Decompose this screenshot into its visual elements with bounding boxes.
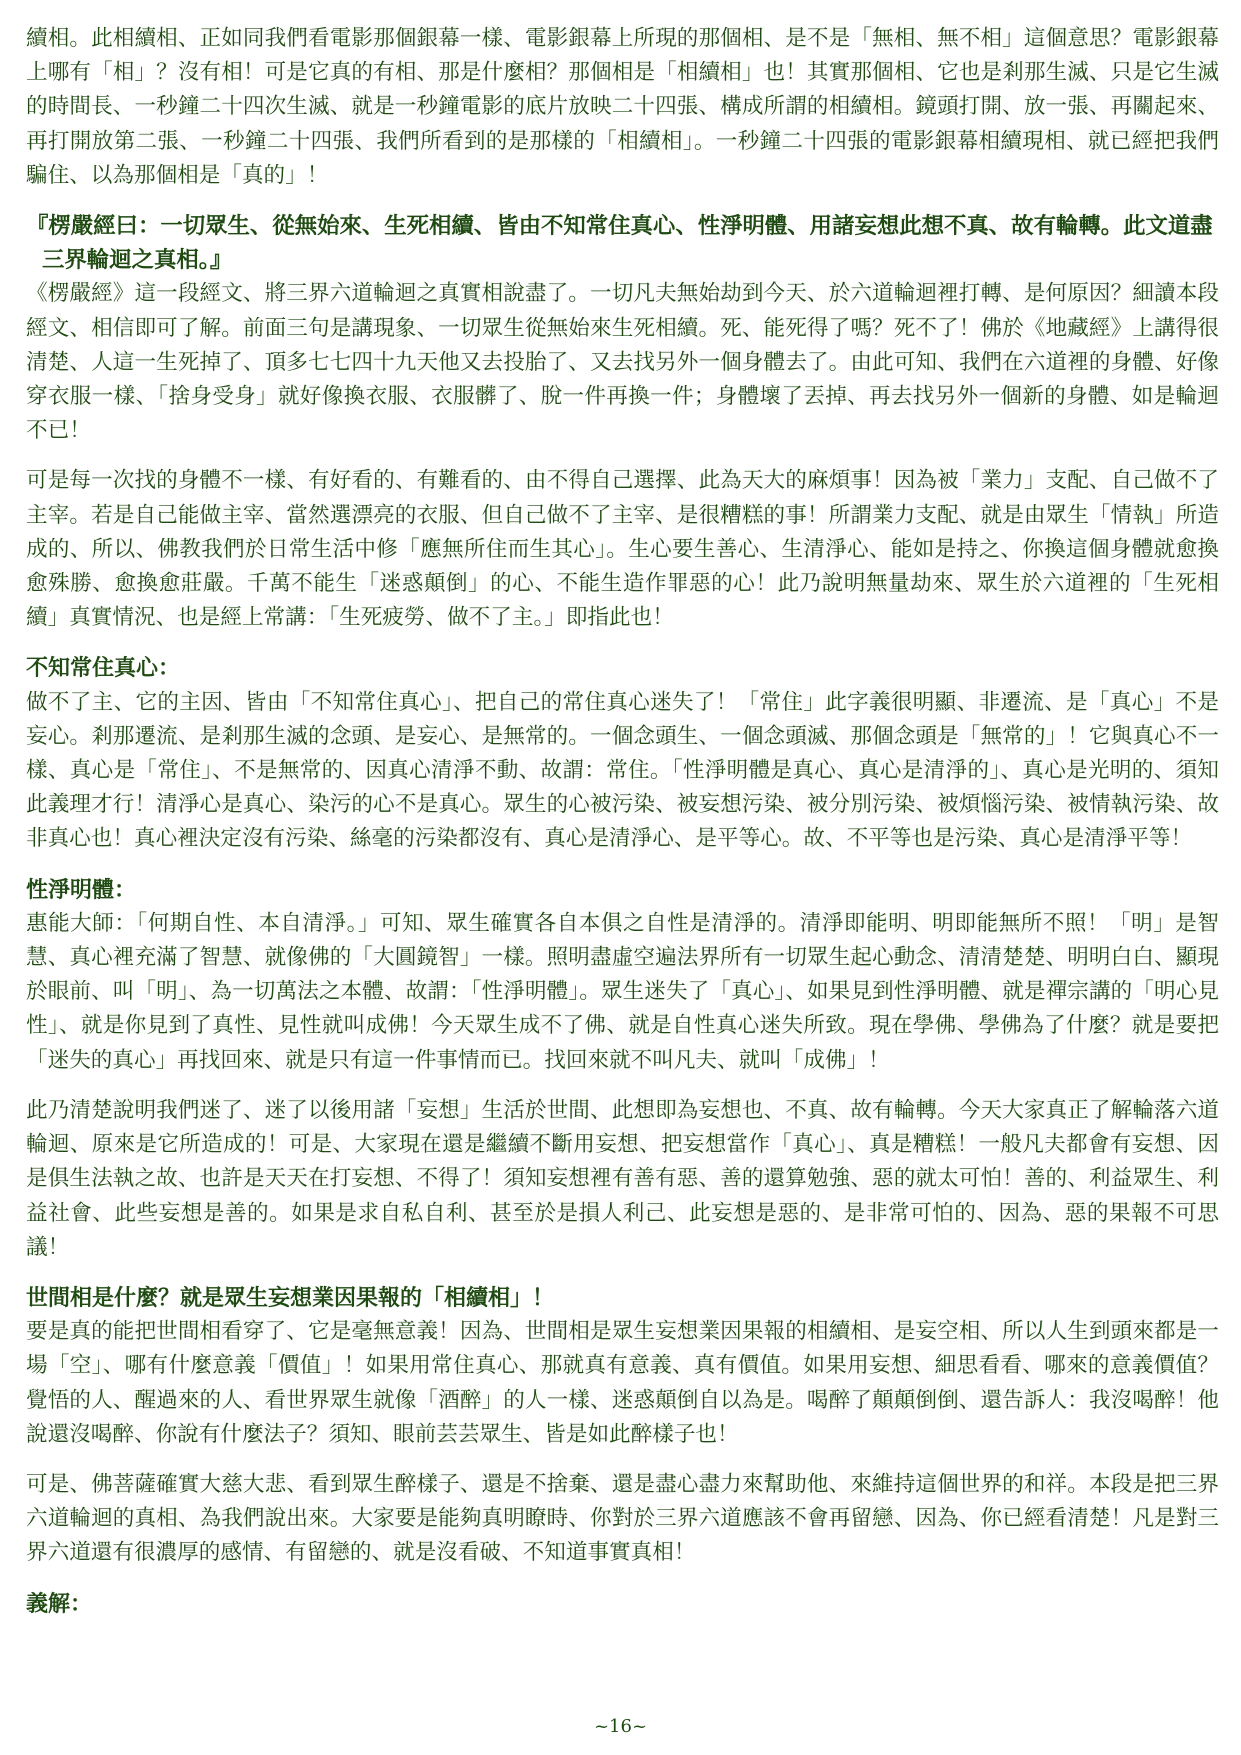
paragraph-compassion: 可是、佛菩薩確實大慈大悲、看到眾生醉樣子、還是不捨棄、還是盡心盡力來幫助他、來維持這個世界的和祥。本段是把三界六道輪迴的真相、為我們說出來。大家要是能夠真明瞭時、你對於三界六道應該不會再留戀、因為、你已經看清楚！凡是對三界六道還有很濃厚的感情、有留戀的、就是沒看破、不知道事實真相！: [26, 1471, 1219, 1566]
heading-true-mind: 不知常住真心：: [26, 655, 181, 682]
page-number: ~16~: [593, 1716, 648, 1737]
heading-meaning: 義解：: [26, 1590, 93, 1617]
paragraph-movie-analogy: 續相。此相續相、正如同我們看電影那個銀幕一樣、電影銀幕上所現的那個相、是不是「無相、無不相」這個意思？電影銀幕上哪有「相」？沒有相！可是它真的有相、那是什麼相？那個相是「相續相」也！其實那個相、它也是剎那生滅、只是它生滅的時間長、一秒鐘二十四次生滅、就是一秒鐘電影的底片放映二十四張、構成所謂的相續相。鏡頭打開、放一張、再關起來、再打開放第二張、一秒鐘二十四張、我們所看到的是那樣的「相續相」。一秒鐘二十四張的電影銀幕相續現相、就已經把我們騙住、以為那個相是「真的」！: [26, 26, 1219, 188]
paragraph-delusion: 此乃清楚說明我們迷了、迷了以後用諸「妄想」生活於世間、此想即為妄想也、不真、故有輪轉。今天大家真正了解輪落六道輪迴、原來是它所造成的！可是、大家現在還是繼續不斷用妄想、把妄想當作「真心」、真是糟糕！一般凡夫都會有妄想、因是俱生法執之故、也許是天天在打妄想、不得了！須知妄想裡有善有惡、善的還算勉強、惡的就太可怕！善的、利益眾生、利益社會、此些妄想是善的。如果是求自私自利、甚至於是損人利己、此妄想是惡的、是非常可怕的、因為、惡的果報不可思議！: [26, 1097, 1219, 1260]
paragraph-pure-nature: 惠能大師：「何期自性、本自清淨。」可知、眾生確實各自本俱之自性是清淨的。清淨即能明、明即能無所不照！「明」是智慧、真心裡充滿了智慧、就像佛的「大圓鏡智」一樣。照明盡虛空遍法界所有一切眾生起心動念、清清楚楚、明明白白、顯現於眼前、叫「明」、為一切萬法之本體、故謂：「性淨明體」。眾生迷失了「真心」、如果見到性淨明體、就是禪宗講的「明心見性」、就是你見到了真性、見性就叫成佛！今天眾生成不了佛、就是自性真心迷失所致。現在學佛、學佛為了什麼？就是要把「迷失的真心」再找回來、就是只有這一件事情而已。找回來就不叫凡夫、就叫「成佛」！: [26, 910, 1219, 1073]
sutra-quote: 『楞嚴經曰：一切眾生、從無始來、生死相續、皆由不知常住真心、性淨明體、用諸妄想此想不真、故有輪轉。此文道盡三界輪迴之真相。』: [26, 213, 1213, 274]
heading-worldly-appearance: 世間相是什麼？就是眾生妄想業因果報的「相續相」！: [26, 1284, 555, 1311]
paragraph-karma: 可是每一次找的身體不一樣、有好看的、有難看的、由不得自己選擇、此為天大的麻煩事！因為被「業力」支配、自己做不了主宰。若是自己能做主宰、當然選漂亮的衣服、但自己做不了主宰、是很糟糕的事！所謂業力支配、就是由眾生「情執」所造成的、所以、佛教我們於日常生活中修「應無所住而生其心」。生心要生善心、生清淨心、能如是持之、你換這個身體就愈換愈殊勝、愈換愈莊嚴。千萬不能生「迷惑顛倒」的心、不能生造作罪惡的心！此乃說明無量劫來、眾生於六道裡的「生死相續」真實情況、也是經上常講：「生死疲勞、做不了主。」即指此也！: [26, 468, 1219, 631]
heading-pure-nature: 性淨明體：: [26, 876, 137, 903]
paragraph-true-mind: 做不了主、它的主因、皆由「不知常住真心」、把自己的常住真心迷失了！「常住」此字義很明顯、非遷流、是「真心」不是妄心。剎那遷流、是剎那生滅的念頭、是妄心、是無常的。一個念頭生、一個念頭滅、那個念頭是「無常的」！它與真心不一樣、真心是「常住」、不是無常的、因真心清淨不動、故謂：常住。「性淨明體是真心、真心是清淨的」、真心是光明的、須知此義理才行！清淨心是真心、染污的心不是真心。眾生的心被污染、被妄想污染、被分別污染、被煩惱污染、被情執污染、故非真心也！真心裡決定沒有污染、絲毫的污染都沒有、真心是清淨心、是平等心。故、不平等也是污染、真心是清淨平等！: [26, 689, 1219, 852]
paragraph-worldly-appearance: 要是真的能把世間相看穿了、它是毫無意義！因為、世間相是眾生妄想業因果報的相續相、是妄空相、所以人生到頭來都是一場「空」、哪有什麼意義「價值」！如果用常住真心、那就真有意義、真有價值。如果用妄想、細思看看、哪來的意義價值？覺悟的人、醒過來的人、看世界眾生就像「酒醉」的人一樣、迷惑顛倒自以為是。喝醉了顛顛倒倒、還告訴人：我沒喝醉！他說還沒喝醉、你說有什麼法子？須知、眼前芸芸眾生、皆是如此醉樣子也！: [26, 1319, 1219, 1447]
paragraph-sutra-explanation: 《楞嚴經》這一段經文、將三界六道輪迴之真實相說盡了。一切凡夫無始劫到今天、於六道輪迴裡打轉、是何原因？細讀本段經文、相信即可了解。前面三句是講現象、一切眾生從無始來生死相續。死、能死得了嗎？死不了！佛於《地藏經》上講得很清楚、人這一生死掉了、頂多七七四十九天他又去投胎了、又去找另外一個身體去了。由此可知、我們在六道裡的身體、好像穿衣服一樣、「捨身受身」就好像換衣服、衣服髒了、脫一件再換一件；身體壞了丟掉、再去找另外一個新的身體、如是輪迴不已！: [26, 281, 1219, 444]
